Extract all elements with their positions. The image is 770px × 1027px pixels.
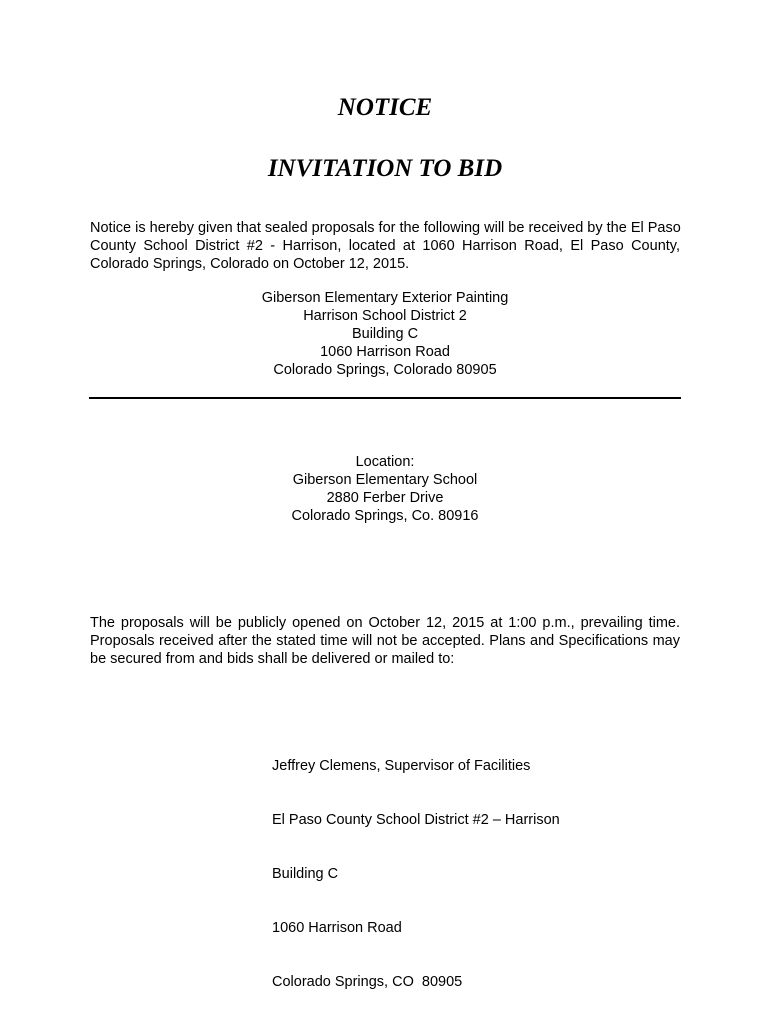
intro-paragraph: [90, 219, 680, 273]
project-title: Giberson Elementary Exterior Painting: [261, 290, 509, 306]
contact-organization: El Paso County School District #2 – Harrison: [272, 812, 560, 828]
contact-street: 1060 Harrison Road: [272, 920, 402, 936]
contact-name: Jeffrey Clemens, Supervisor of Facilities: [272, 758, 531, 774]
contact-city: Colorado Springs, CO 80905: [272, 974, 463, 990]
intro-line: Colorado Springs, Colorado on October 12, 2015.: [90, 256, 410, 272]
intro-line: Notice is hereby given that sealed proposals for the following will be received by the El Paso: [90, 220, 681, 236]
project-street: 1060 Harrison Road: [320, 344, 450, 360]
contact-building: Building C: [272, 866, 339, 882]
project-district: Harrison School District 2: [303, 308, 467, 324]
proposal-line: The proposals will be publicly opened on October 12, 2015 at 1:00 p.m., prevailing time.: [90, 615, 680, 631]
project-city: Colorado Springs, Colorado 80905: [273, 362, 497, 378]
project-building: Building C: [351, 326, 419, 342]
location-block: [0, 453, 770, 525]
horizontal-divider: [89, 397, 681, 399]
proposal-paragraph: [90, 614, 680, 668]
notice-heading: NOTICE: [337, 94, 433, 121]
contact-address-block: [272, 721, 560, 1027]
location-street: 2880 Ferber Drive: [326, 490, 444, 506]
invitation-to-bid-heading: INVITATION TO BID: [267, 155, 503, 182]
proposal-line: Proposals received after the stated time will not be accepted. Plans and Specifications may: [90, 633, 680, 649]
location-school: Giberson Elementary School: [292, 472, 478, 488]
project-block: [0, 289, 770, 379]
intro-line: County School District #2 - Harrison, located at 1060 Harrison Road, El Paso County,: [90, 238, 680, 254]
location-city: Colorado Springs, Co. 80916: [291, 508, 479, 524]
proposal-line: be secured from and bids shall be delivered or mailed to:: [90, 651, 455, 667]
location-label: Location:: [355, 454, 415, 470]
